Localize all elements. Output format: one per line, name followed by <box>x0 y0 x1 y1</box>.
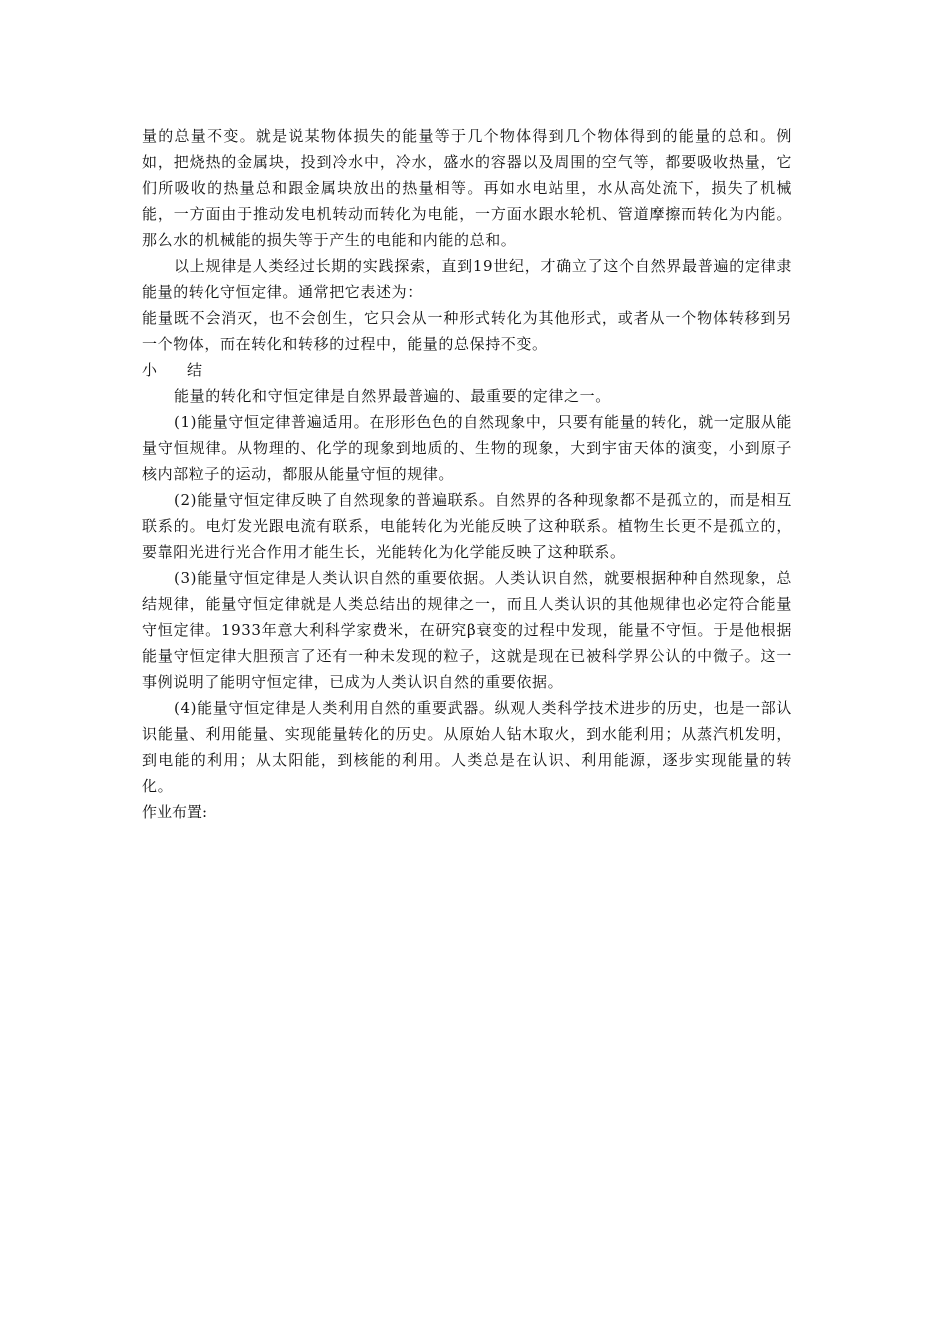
summary-item-4: (4)能量守恒定律是人类利用自然的重要武器。纵观人类科学技术进步的历史，也是一部认识能量、利用能量、实现能量转化的历史。从原始人钻木取火，到水能利用；从蒸汽机发明，到电能的利用；从太阳能，到核能的利用。人类总是在认识、利用能源，逐步实现能量的转化。 <box>142 699 792 795</box>
homework-heading: 作业布置: <box>142 803 208 821</box>
paragraph-law-history: 以上规律是人类经过长期的实践探索，直到19世纪，才确立了这个自然界最普遍的定律隶能量的转化守恒定律。通常把它表述为： <box>142 257 792 301</box>
summary-item-2: (2)能量守恒定律反映了自然现象的普遍联系。自然界的各种现象都不是孤立的，而是相互联系的。电灯发光跟电流有联系，电能转化为光能反映了这种联系。植物生长更不是孤立的，要靠阳光进行光合作用才能生长，光能转化为化学能反映了这种联系。 <box>142 491 792 561</box>
summary-heading-left: 小 <box>142 361 158 379</box>
summary-item-1: (1)能量守恒定律普遍适用。在形形色色的自然现象中，只要有能量的转化，就一定服从能量守恒规律。从物理的、化学的现象到地质的、生物的现象，大到宇宙天体的演变，小到原子核内部粒子的运动，都服从能量守恒的规律。 <box>142 413 792 483</box>
summary-heading-right: 结 <box>187 361 203 379</box>
summary-intro: 能量的转化和守恒定律是自然界最普遍的、最重要的定律之一。 <box>174 387 611 405</box>
paragraph-energy-total: 量的总量不变。就是说某物体损失的能量等于几个物体得到几个物体得到的能量的总和。例如，把烧热的金属块，投到冷水中，冷水，盛水的容器以及周围的空气等，都要吸收热量，它们所吸收的热量总和跟金属块放出的热量相等。再如水电站里，水从高处流下，损失了机械能，一方面由于推动发电机转动而转化为电能，一方面水跟水轮机、管道摩擦而转化为内能。那么水的机械能的损失等于产生的电能和内能的总和。 <box>142 127 792 249</box>
summary-item-3: (3)能量守恒定律是人类认识自然的重要依据。人类认识自然，就要根据种种自然现象，总结规律，能量守恒定律就是人类总结出的规律之一，而且人类认识的其他规律也必定符合能量守恒定律。1933年意大利科学家费米，在研究β衰变的过程中发现，能量不守恒。于是他根据能量守恒定律大胆预言了还有一种未发现的粒子，这就是现在已被科学界公认的中微子。这一事例说明了能明守恒定律，已成为人类认识自然的重要依据。 <box>142 569 792 691</box>
document-body <box>142 123 792 825</box>
summary-heading <box>142 357 792 383</box>
paragraph-law-statement: 能量既不会消灭，也不会创生，它只会从一种形式转化为其他形式，或者从一个物体转移到另一个物体，而在转化和转移的过程中，能量的总保持不变。 <box>142 309 792 353</box>
